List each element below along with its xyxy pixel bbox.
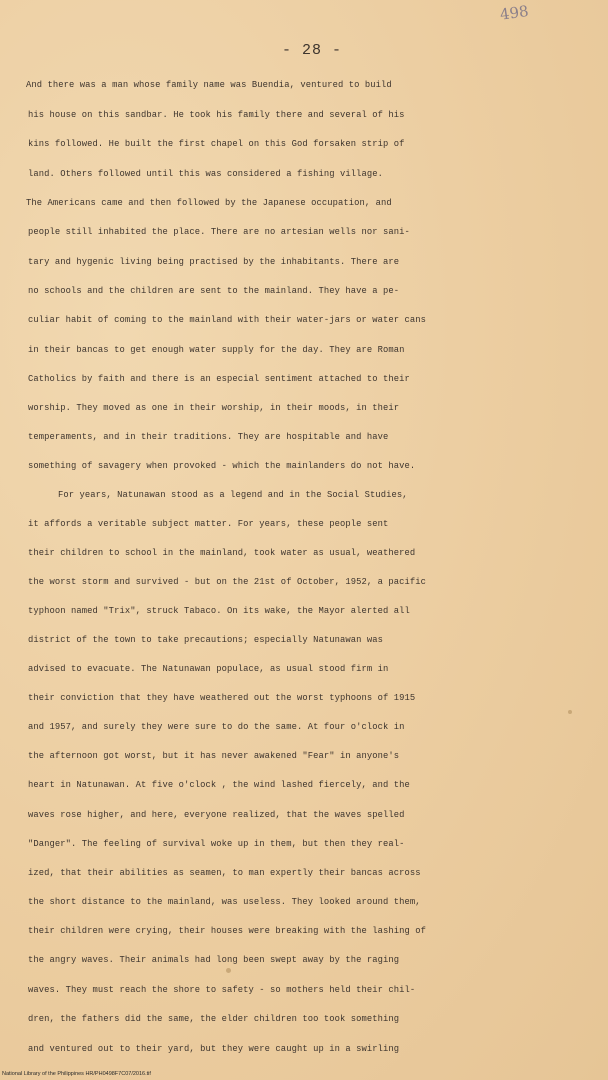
text-line: it affords a veritable subject matter. For years, these people sent bbox=[28, 519, 389, 529]
text-line: The Americans came and then followed by the Japanese occupation, and bbox=[26, 198, 392, 208]
text-line: and 1957, and surely they were sure to do the same. At four o'clock in bbox=[28, 722, 405, 732]
text-line: culiar habit of coming to the mainland with their water-jars or water cans bbox=[28, 315, 427, 325]
text-line: the short distance to the mainland, was useless. They looked around them, bbox=[28, 897, 421, 907]
text-line: their conviction that they have weathered out the worst typhoons of 1915 bbox=[28, 693, 416, 703]
text-line: Catholics by faith and there is an especial sentiment attached to their bbox=[28, 374, 410, 384]
text-line: land. Others followed until this was considered a fishing village. bbox=[28, 169, 384, 179]
text-line: the angry waves. Their animals had long been swept away by the raging bbox=[28, 955, 400, 965]
text-line: no schools and the children are sent to the mainland. They have a pe- bbox=[28, 286, 400, 296]
text-line: something of savagery when provoked - which the mainlanders do not have. bbox=[28, 461, 416, 471]
text-line: typhoon named "Trix", struck Tabaco. On its wake, the Mayor alerted all bbox=[28, 606, 410, 616]
text-line: "Danger". The feeling of survival woke up in them, but then they real- bbox=[28, 839, 405, 849]
text-line: For years, Natunawan stood as a legend and in the Social Studies, bbox=[58, 490, 408, 500]
text-line: his house on this sandbar. He took his family there and several of his bbox=[28, 110, 405, 120]
text-line: heart in Natunawan. At five o'clock , the wind lashed fiercely, and the bbox=[28, 780, 410, 790]
text-line: tary and hygenic living being practised by the inhabitants. There are bbox=[28, 257, 400, 267]
text-line: advised to evacuate. The Natunawan populace, as usual stood firm in bbox=[28, 664, 389, 674]
scan-footer: National Library of the Philippines HR/PH0498F7C07/2016.tif bbox=[2, 1071, 151, 1077]
text-line: and ventured out to their yard, but they were caught up in a swirling bbox=[28, 1044, 400, 1054]
paper-stain bbox=[568, 710, 572, 714]
text-line: district of the town to take precautions; especially Natunawan was bbox=[28, 635, 384, 645]
text-line: the afternoon got worst, but it has never awakened "Fear" in anyone's bbox=[28, 751, 400, 761]
text-line: kins followed. He built the first chapel on this God forsaken strip of bbox=[28, 139, 405, 149]
text-line: waves. They must reach the shore to safety - so mothers held their chil- bbox=[28, 985, 416, 995]
text-line: dren, the fathers did the same, the elder children too took something bbox=[28, 1014, 400, 1024]
text-line: people still inhabited the place. There are no artesian wells nor sani- bbox=[28, 227, 410, 237]
page-header: - 28 - bbox=[281, 42, 342, 59]
text-line: temperaments, and in their traditions. They are hospitable and have bbox=[28, 432, 389, 442]
text-line: And there was a man whose family name was Buendia, ventured to build bbox=[26, 80, 392, 90]
text-line: their children to school in the mainland, took water as usual, weathered bbox=[28, 548, 416, 558]
text-line: ized, that their abilities as seamen, to man expertly their bancas across bbox=[28, 868, 421, 878]
text-line: waves rose higher, and here, everyone realized, that the waves spelled bbox=[28, 810, 405, 820]
text-line: in their bancas to get enough water supply for the day. They are Roman bbox=[28, 345, 405, 355]
handwritten-page-number: 498 bbox=[498, 1, 530, 24]
text-line: their children were crying, their houses were breaking with the lashing of bbox=[28, 926, 427, 936]
text-line: worship. They moved as one in their worship, in their moods, in their bbox=[28, 403, 400, 413]
paper-stain bbox=[226, 968, 231, 973]
text-line: the worst storm and survived - but on the 21st of October, 1952, a pacific bbox=[28, 577, 427, 587]
